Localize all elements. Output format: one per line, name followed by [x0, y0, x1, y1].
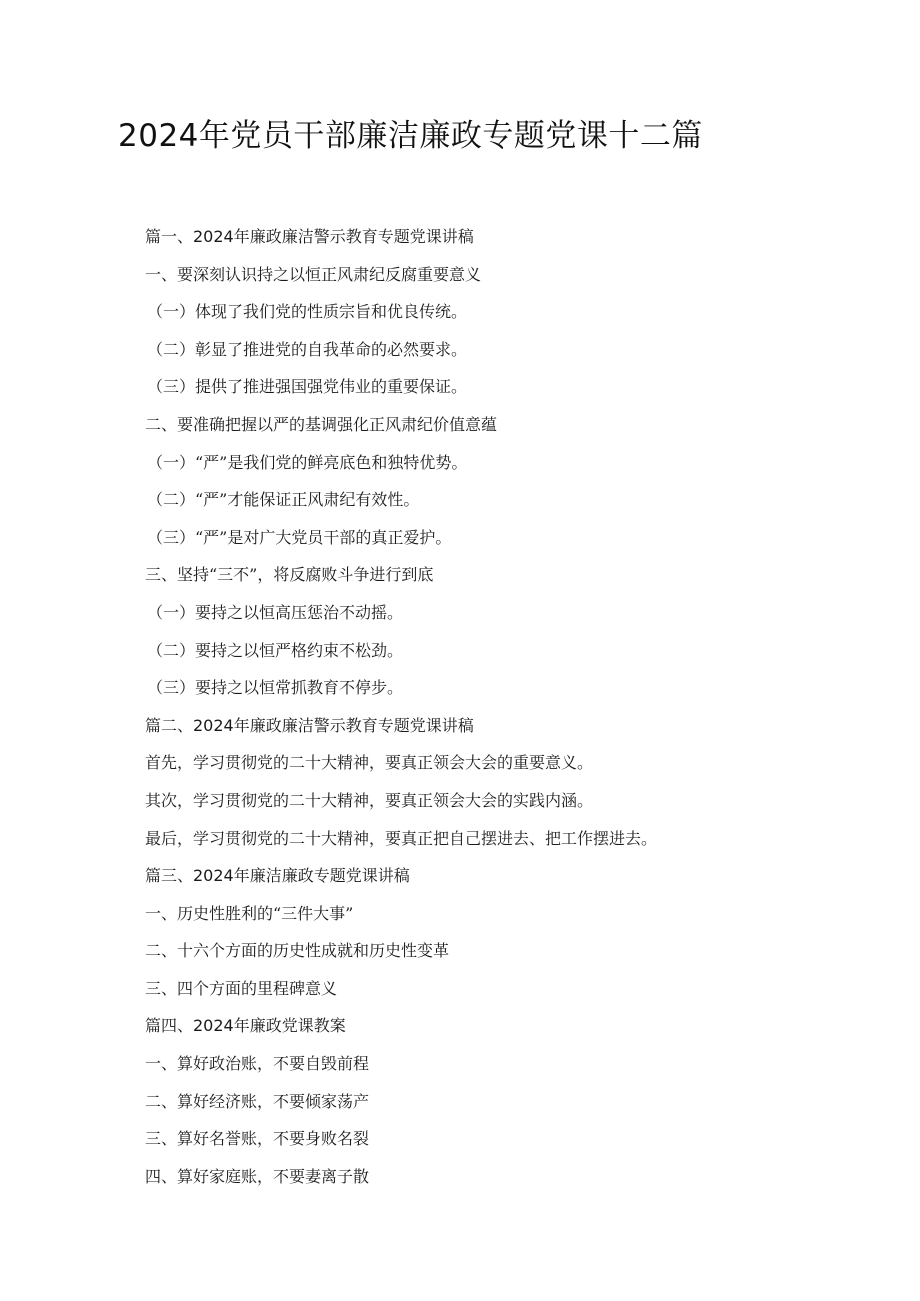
paragraph-line: 首先，学习贯彻党的二十大精神，要真正领会大会的重要意义。: [145, 753, 594, 773]
document-body: [145, 223, 885, 1200]
sub-point: （三）“严”是对广大党员干部的真正爱护。: [147, 527, 452, 547]
sub-point: （一）要持之以恒高压惩治不动摇。: [147, 602, 404, 622]
sub-point: （二）要持之以恒严格约束不松劲。: [147, 640, 404, 660]
paragraph-line: 四、算好家庭账，不要妻离子散: [145, 1166, 370, 1186]
sub-point: （二）彰显了推进党的自我革命的必然要求。: [147, 339, 468, 359]
paragraph-line: 三、算好名誉账，不要身败名裂: [145, 1129, 370, 1149]
paragraph-line: 一、要深刻认识持之以恒正风肃纪反腐重要意义: [145, 264, 482, 284]
paragraph-line: 三、坚持“三不”，将反腐败斗争进行到底: [145, 565, 434, 585]
paragraph-line: 二、十六个方面的历史性成就和历史性变革: [145, 941, 450, 961]
paragraph-line: 一、历史性胜利的“三件大事”: [145, 903, 354, 923]
sub-point: （三）要持之以恒常抓教育不停步。: [147, 678, 404, 698]
sub-point: （一）“严”是我们党的鲜亮底色和独特优势。: [147, 452, 468, 472]
paragraph-line: 二、要准确把握以严的基调强化正风肃纪价值意蕴: [145, 414, 498, 434]
sub-point: （一）体现了我们党的性质宗旨和优良传统。: [147, 302, 468, 322]
paragraph-line: 一、算好政治账，不要自毁前程: [145, 1054, 370, 1074]
paragraph-line: 其次，学习贯彻党的二十大精神，要真正领会大会的实践内涵。: [145, 790, 594, 810]
paragraph-line: 最后，学习贯彻党的二十大精神，要真正把自己摆进去、把工作摆进去。: [145, 828, 658, 848]
sub-point: （二）“严”才能保证正风肃纪有效性。: [147, 490, 420, 510]
section-heading: 篇四、2024年廉政党课教案: [145, 1016, 346, 1036]
sub-point: （三）提供了推进强国强党伟业的重要保证。: [147, 377, 468, 397]
document-title: 2024年党员干部廉洁廉政专题党课十二篇: [118, 118, 703, 154]
paragraph-line: 二、算好经济账，不要倾家荡产: [145, 1091, 370, 1111]
paragraph-line: 三、四个方面的里程碑意义: [145, 978, 338, 998]
section-heading: 篇一、2024年廉政廉洁警示教育专题党课讲稿: [145, 227, 474, 246]
section-heading: 篇二、2024年廉政廉洁警示教育专题党课讲稿: [145, 715, 474, 735]
section-heading: 篇三、2024年廉洁廉政专题党课讲稿: [145, 866, 410, 886]
